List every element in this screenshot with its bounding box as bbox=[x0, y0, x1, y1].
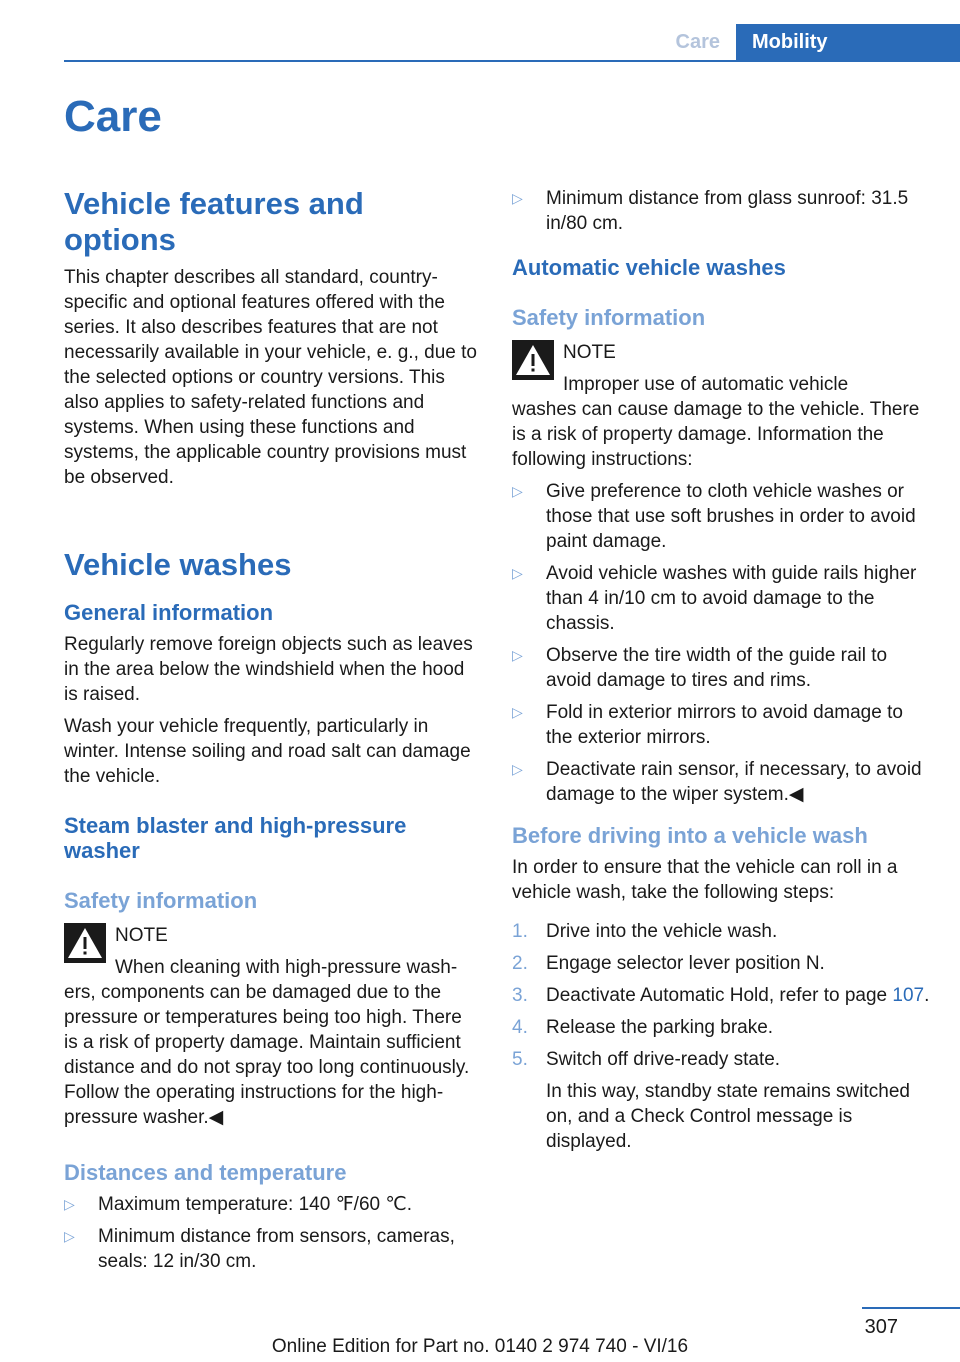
list-item bbox=[512, 561, 930, 636]
warning-triangle-icon bbox=[512, 340, 554, 380]
step-number: 5. bbox=[512, 1049, 528, 1070]
list-item-text: Minimum distance from sensors, cameras, seals: 12 in/30 cm. bbox=[98, 1226, 455, 1272]
list-item-text: Deactivate rain sensor, if necessary, to avoid damage to the wiper system.◀ bbox=[546, 759, 922, 805]
list-item-text: Avoid vehicle washes with guide rails higher than 4 in/10 cm to avoid damage to the chassis. bbox=[546, 563, 917, 634]
triangle-bullet-icon: ▷ bbox=[512, 483, 523, 499]
triangle-bullet-icon: ▷ bbox=[64, 1228, 75, 1244]
list-item-text: Fold in exterior mirrors to avoid damage to the exterior mirrors. bbox=[546, 702, 903, 748]
left-column bbox=[64, 186, 480, 1281]
page-link[interactable]: 107 bbox=[892, 985, 925, 1006]
distances-list bbox=[64, 1192, 480, 1274]
list-item bbox=[64, 1192, 480, 1217]
step-text: Switch off drive-ready state. bbox=[546, 1049, 781, 1070]
list-item bbox=[512, 479, 930, 554]
features-text: This chapter describes all standard, country-specific and optional features offered with the series. It also describes features that are not necessarily available in your vehicle, e. g., due to the selected options or country versions. This also applies to safety-related functions and systems. When using these functions and systems, the applicable country provisions must be observed. bbox=[64, 267, 477, 488]
triangle-bullet-icon: ▷ bbox=[512, 647, 523, 663]
triangle-bullet-icon: ▷ bbox=[512, 565, 523, 581]
distances-heading: Distances and temperature bbox=[64, 1160, 347, 1185]
note-block-right bbox=[512, 340, 930, 472]
note-first-line-right: Improper use of automatic vehicle bbox=[563, 374, 849, 395]
warning-triangle-icon bbox=[64, 923, 106, 963]
note-block-left bbox=[64, 923, 480, 1130]
step-text: Release the parking brake. bbox=[546, 1017, 774, 1038]
step-item bbox=[512, 951, 930, 976]
list-item-text: Maximum temperature: 140 ℉/60 ℃. bbox=[98, 1194, 412, 1215]
general-heading: General information bbox=[64, 600, 274, 625]
note-first-line-left: When cleaning with high-pressure wash- bbox=[115, 957, 458, 978]
step-number: 2. bbox=[512, 953, 528, 974]
steam-heading: Steam blaster and high-pressure washer bbox=[64, 813, 407, 863]
step-text: Engage selector lever position N. bbox=[546, 953, 825, 974]
step-text-after: . bbox=[924, 985, 930, 1006]
list-item-text: Give preference to cloth vehicle washes or those that use soft brushes in order to avoid paint damage. bbox=[546, 481, 916, 552]
note-label-right: NOTE bbox=[563, 342, 616, 363]
before-text: In order to ensure that the vehicle can roll in a vehicle wash, take the following steps: bbox=[512, 857, 898, 903]
list-item bbox=[512, 186, 930, 236]
sunroof-list bbox=[512, 186, 930, 236]
edition-footer: Online Edition for Part no. 0140 2 974 740 - VI/16 bbox=[271, 1336, 689, 1357]
step-item bbox=[512, 919, 930, 944]
list-item-text: Minimum distance from glass sunroof: 31.5 in/80 cm. bbox=[546, 188, 909, 234]
steps-list bbox=[512, 919, 930, 1154]
page-title: Care bbox=[64, 92, 162, 141]
triangle-bullet-icon: ▷ bbox=[512, 704, 523, 720]
tab-care[interactable]: Care bbox=[676, 24, 736, 61]
step-extra-text: In this way, standby state remains switched on, and a Check Control message is displayed. bbox=[546, 1081, 910, 1152]
page-number: 307 bbox=[864, 1316, 898, 1338]
list-item bbox=[512, 643, 930, 693]
triangle-bullet-icon: ▷ bbox=[64, 1196, 75, 1212]
safety-heading-right: Safety information bbox=[512, 305, 706, 330]
step-number: 3. bbox=[512, 985, 528, 1006]
list-item bbox=[512, 757, 930, 807]
step-item bbox=[512, 1015, 930, 1040]
before-heading: Before driving into a vehicle wash bbox=[512, 823, 868, 848]
features-heading: Vehicle features and options bbox=[64, 186, 364, 257]
header-tabs bbox=[676, 24, 960, 61]
triangle-bullet-icon: ▷ bbox=[512, 190, 523, 206]
header-rule bbox=[64, 60, 960, 62]
safety-heading-left: Safety information bbox=[64, 888, 258, 913]
step-number: 1. bbox=[512, 921, 528, 942]
tab-mobility[interactable]: Mobility bbox=[736, 24, 960, 61]
step-text: Deactivate Automatic Hold, refer to page bbox=[546, 985, 893, 1006]
general-paragraph-1: Regularly remove foreign objects such as leaves in the area below the windshield when the hood is raised. bbox=[64, 634, 473, 705]
note-text-right: washes can cause damage to the vehicle. There is a risk of property damage. Information the following instructions: bbox=[512, 399, 920, 470]
triangle-bullet-icon: ▷ bbox=[512, 761, 523, 777]
footer-rule bbox=[862, 1307, 960, 1309]
step-item bbox=[512, 1047, 930, 1154]
step-item bbox=[512, 983, 930, 1008]
general-paragraph-2: Wash your vehicle frequently, particularly in winter. Intense soiling and road salt can damage the vehicle. bbox=[64, 716, 471, 787]
list-item bbox=[512, 700, 930, 750]
list-item bbox=[64, 1224, 480, 1274]
note-text-left: ers, components can be damaged due to the pressure or temperatures being too high. There is a risk of property damage. Maintain sufficient distance and do not spray too long continuously. Follow the operating instructions for the high-pressure washer.◀ bbox=[64, 982, 470, 1128]
step-number: 4. bbox=[512, 1017, 528, 1038]
list-item-text: Observe the tire width of the guide rail to avoid damage to tires and rims. bbox=[546, 645, 888, 691]
washes-heading: Vehicle washes bbox=[64, 547, 292, 582]
note-label-left: NOTE bbox=[115, 925, 168, 946]
step-text: Drive into the vehicle wash. bbox=[546, 921, 778, 942]
auto-washes-heading: Automatic vehicle washes bbox=[512, 255, 786, 280]
right-column bbox=[512, 186, 930, 1161]
automatic-wash-list bbox=[512, 479, 930, 807]
